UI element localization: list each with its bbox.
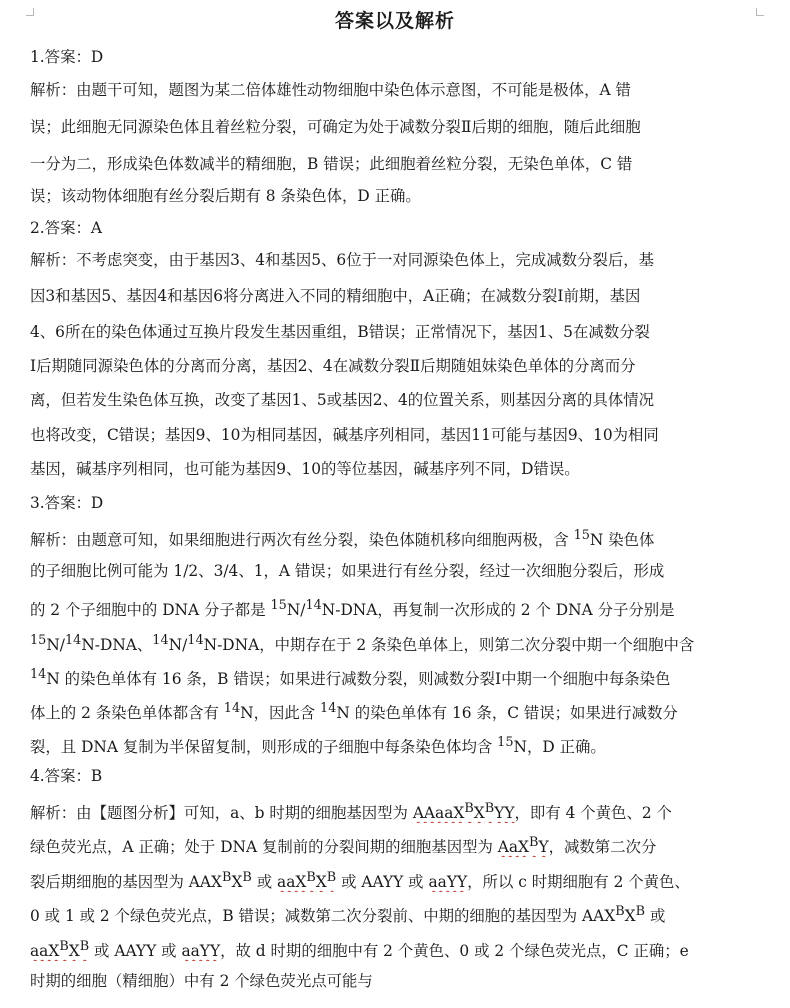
explanation-line: 误；该动物体细胞有丝分裂后期有 8 条染色体，D 正确。 [30,187,421,205]
page-title: 答案以及解析 [334,10,455,32]
explanation-line: $^{15}$N/$^{14}$N-DNA、$^{14}$N/$^{14}$N-DNA，中期存在于 2 条染色单体上，则第二次分裂中期一个细胞中含 [30,633,695,655]
explanation-line: Ⅰ后期随同源染色体的分离而分离，基因2、4在减数分裂Ⅱ后期随姐妹染色单体的分离而分 [30,357,636,375]
explanation-line: 解析：由题干可知，题图为某二倍体雄性动物细胞中染色体示意图，不可能是极体，A 错 [30,81,631,99]
explanation-line: 因3和基因5、基因4和基因6将分离进入不同的精细胞中，A正确；在减数分裂Ⅰ前期，基因 [30,287,641,305]
explanation-line: 的 2 个子细胞中的 DNA 分子都是 $^{15}$N/$^{14}$N-DNA，再复制一次形成的 2 个 DNA 分子分别是 [30,598,675,620]
genotype-wavy-underline: AaX$^B$Y [497,835,549,857]
explanation-line: 绿色荧光点，A 正确；处于 DNA 复制前的分裂间期的细胞基因型为 AaX$^B$Y，减数第二次分 [30,835,657,857]
explanation-line: $aaX^BX^B$ 或 AAYY 或 aaYY，故 d 时期的细胞中有 2 个黄色、0 或 2 个绿色荧光点，C 正确；e [30,939,689,961]
explanation-line: 一分为二，形成染色体数减半的精细胞，B 错误；此细胞着丝粒分裂，无染色单体，C 错 [30,155,633,173]
explanation-line: 裂，且 DNA 复制为半保留复制，则形成的子细胞中每条染色体均含 $^{15}$N，D 正确。 [30,735,606,757]
answer-4-heading: 4.答案：B [30,767,103,785]
explanation-line: $^{14}$N 的染色单体有 16 条，B 错误；如果进行减数分裂，则减数分裂Ⅰ中期一个细胞中每条染色 [30,667,671,689]
explanation-line: 解析：由【题图分析】可知，a、b 时期的细胞基因型为 $AAaaX^BX^BYY$，即有 4 个黄色、2 个 [30,801,672,823]
explanation-line: 体上的 2 条染色单体都含有 $^{14}$N，因此含 $^{14}$N 的染色单体有 16 条，C 错误；如果进行减数分 [30,701,678,723]
explanation-line: 离，但若发生染色体互换，改变了基因1、5或基因2、4的位置关系，则基因分离的具体情况 [30,391,655,409]
explanation-line: 基因，碱基序列相同，也可能为基因9、10的等位基因，碱基序列不同，D错误。 [30,460,580,478]
explanation-line: 解析：不考虑突变，由于基因3、4和基因5、6位于一对同源染色体上，完成减数分裂后，基 [30,251,655,269]
explanation-line: 误；此细胞无同源染色体且着丝粒分裂，可确定为处于减数分裂Ⅱ后期的细胞，随后此细胞 [30,118,641,136]
explanation-line: 解析：由题意可知，如果细胞进行两次有丝分裂，染色体随机移向细胞两极，含 $^{15}$N 染色体 [30,528,655,550]
genotype-wavy-underline: aaYY [181,942,221,961]
explanation-line: 时期的细胞（精细胞）中有 2 个绿色荧光点可能与 [30,972,373,990]
genotype-wavy-underline: $aaX^BX^B$ [277,870,337,892]
genotype-wavy-underline: $aaX^BX^B$ [30,939,90,961]
answer-3-heading: 3.答案：D [30,494,104,512]
text-fade-overlay [418,965,478,999]
explanation-line: 4、6所在的染色体通过互换片段发生基因重组，B错误；正常情况下，基因1、5在减数分裂 [30,323,650,341]
explanation-line: 0 或 1 或 2 个绿色荧光点，B 错误；减数第二次分裂前、中期的细胞的基因型为 $AAX^BX^B$ 或 [30,904,666,926]
answer-2-heading: 2.答案：A [30,219,102,237]
explanation-line: 的子细胞比例可能为 1/2、3/4、1，A 错误；如果进行有丝分裂，经过一次细胞分裂后，形成 [30,562,665,580]
genotype-wavy-underline: aaYY [428,873,468,892]
answer-1-heading: 1.答案：D [30,48,104,66]
genotype-wavy-underline: $AAaaX^BX^BYY$ [412,801,515,823]
explanation-line: 裂后期细胞的基因型为 $AAX^BX^B$ 或 $aaX^BX^B$ 或 AAYY 或 aaYY，所以 c 时期细胞有 2 个黄色、 [30,870,690,892]
explanation-line: 也将改变，C错误；基因9、10为相同基因，碱基序列相同，基因11可能与基因9、10为相同 [30,426,659,444]
